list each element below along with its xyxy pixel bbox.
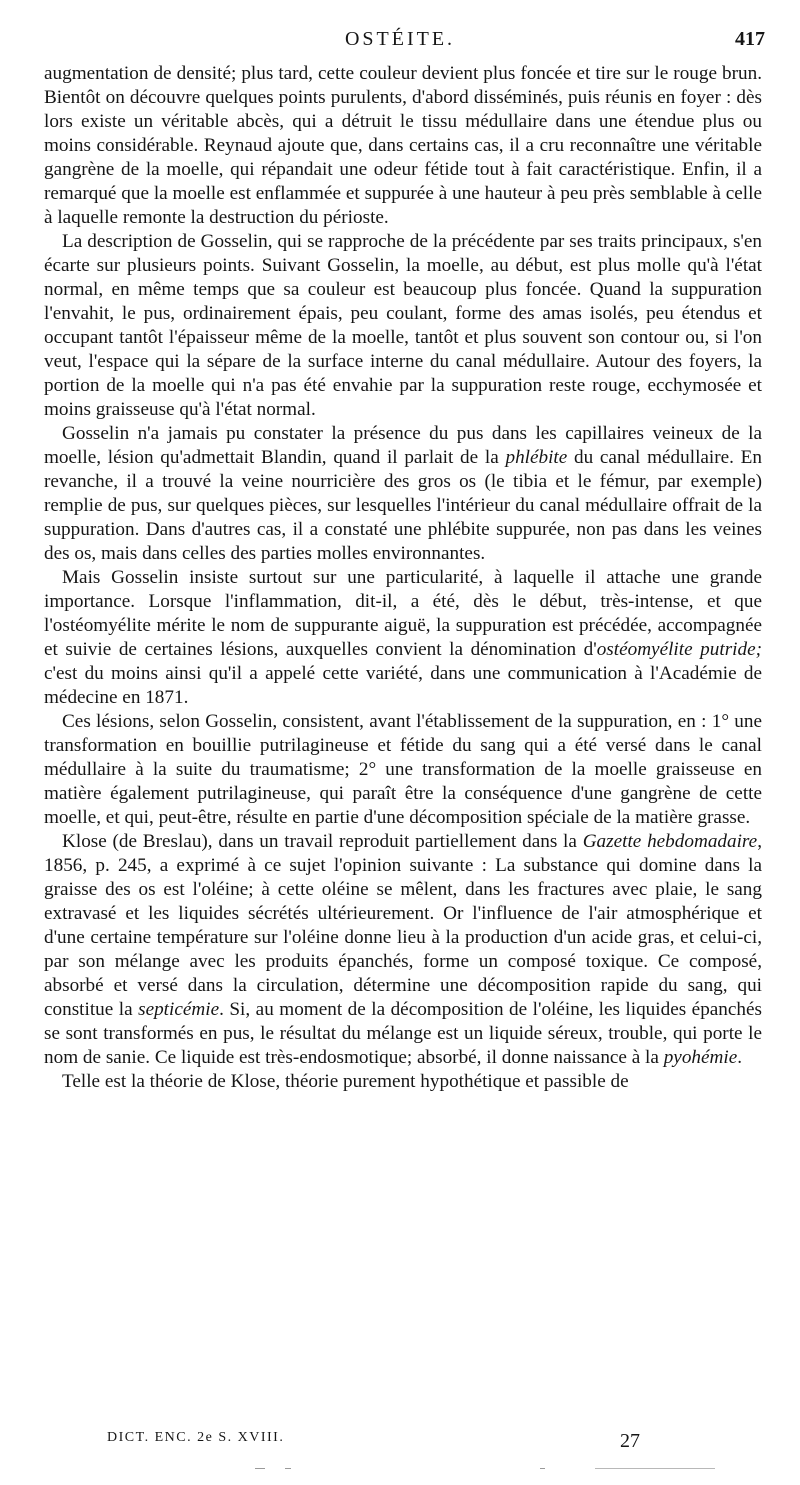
paragraph-text: Gosselin n'a jamais pu constater la présence du pus dans les capillaires veineux de la moelle, lésion qu'admettait Blandin, quand il parlait de la bbox=[44, 423, 762, 468]
paragraph-text: c'est du moins ainsi qu'il a appelé cette variété, dans une communication à l'Académie de médecine en 1871. bbox=[44, 663, 762, 708]
paragraph-text: Klose (de Breslau), dans un travail reproduit partiellement dans la bbox=[62, 831, 583, 852]
scan-mark bbox=[540, 1468, 545, 1469]
paragraph-text: La description de Gosselin, qui se rapproche de la précédente par ses traits principaux, s'en écarte sur plusieurs points. Suivant Gosselin, la moelle, au début, est plus molle qu'à l'état normal, en même temps que sa couleur est beaucoup plus foncée. Quand la suppuration l'envahit, le pus, ordinairement épais, peu coulant, forme des amas isolés, peu étendus et occupant tantôt l'épaisseur même de la moelle, tantôt et plus souvent son contour ou, si l'on veut, l'espace qui la sépare de la surface interne du canal médullaire. Autour des foyers, la portion de la moelle qui n'a pas été envahie par la suppuration reste rouge, ecchymosée et moins graisseuse qu'à l'état normal. bbox=[44, 231, 762, 420]
paragraph-text: Mais Gosselin insiste surtout sur une particularité, à laquelle il attache une grande importance. Lorsque l'inflammation, dit-il, a été, dès le début, très-intense, et que l'ostéomyélite mérite le nom de suppurante aiguë, la suppuration est précédée, accompagnée et suivie de certaines lésions, auxquelles convient la dénomination d' bbox=[44, 567, 762, 660]
italic-term-septicemie: septicémie bbox=[138, 999, 220, 1020]
paragraph-2 bbox=[44, 230, 762, 422]
paragraph-text: . Si, au moment de la décomposition de l'oléine, les liquides épanchés se sont transformés en pus, le résultat du mélange est un liquide séreux, trouble, qui porte le nom de sanie. Ce liquide est très-endosmotique; absorbé, il donne naissance à la bbox=[44, 999, 762, 1068]
page-footer bbox=[0, 1430, 800, 1466]
running-title: OSTÉITE. bbox=[344, 28, 456, 50]
italic-journal-title: Gazette hebdomadaire bbox=[582, 831, 758, 852]
paragraph-text: Ces lésions, selon Gosselin, consistent, avant l'établissement de la suppuration, en : 1° une transformation en bouillie putrilagineuse et fétide du sang qui a été versé dans le canal médullaire à la suite du traumatisme; 2° une transformation de la moelle graisseuse en matière également putrilagineuse, qui paraît être la conséquence d'une gangrène de cette moelle, et qui, peut-être, résulte en partie d'une décomposition spéciale de la matière grasse. bbox=[44, 711, 762, 828]
paragraph-text: Telle est la théorie de Klose, théorie purement hypothétique et passible de bbox=[62, 1071, 629, 1092]
paragraph-6 bbox=[44, 830, 762, 1070]
scan-mark bbox=[255, 1468, 265, 1469]
paragraph-7 bbox=[44, 1070, 762, 1094]
paragraph-4 bbox=[44, 566, 762, 710]
italic-term-phlebite: phlébite bbox=[505, 447, 568, 468]
scan-mark bbox=[595, 1468, 715, 1469]
scan-artifact-marks bbox=[0, 1468, 800, 1472]
paragraph-5 bbox=[44, 710, 762, 830]
sheet-number: 27 bbox=[620, 1430, 640, 1452]
running-header bbox=[0, 22, 800, 52]
paragraph-3 bbox=[44, 422, 762, 566]
paragraph-1 bbox=[44, 62, 762, 230]
paragraph-text: . bbox=[737, 1047, 743, 1068]
page-number: 417 bbox=[735, 28, 765, 50]
italic-term-osteomyelite-putride: ostéomyélite putride; bbox=[596, 639, 762, 660]
paragraph-text: , 1856, p. 245, a exprimé à ce sujet l'opinion suivante : La substance qui domine dans la graisse des os est l'oléine; à cette oléine se mêlent, dans les fractures avec plaie, le sang extravasé et les liquides sécrétés ultérieurement. Or l'influence de l'air atmosphérique et d'une certaine température sur l'oléine donne lieu à la production d'un acide gras, et celui-ci, par son mélange avec les produits épanchés, forme un composé toxique. Ce composé, absorbé et versé dans la circulation, détermine une décomposition rapide du sang, qui constitue la bbox=[44, 831, 762, 1020]
scan-mark bbox=[285, 1468, 291, 1469]
body-text bbox=[44, 62, 762, 1094]
paragraph-text: du canal médullaire. En revanche, il a trouvé la veine nourricière des gros os (le tibia et le fémur, par exemple) remplie de pus, sur quelques pièces, sur lesquelles l'intérieur du canal médullaire offrait de la suppuration. Dans d'autres cas, il a constaté une phlébite suppurée, non pas dans les veines des os, mais dans celles des parties molles environnantes. bbox=[44, 447, 762, 564]
paragraph-text: augmentation de densité; plus tard, cette couleur devient plus foncée et tire sur le rouge brun. Bientôt on découvre quelques points purulents, d'abord disséminés, puis réunis en foyer : dès lors existe un véritable abcès, qui a détruit le tissu médullaire dans une étendue plus ou moins considérable. Reynaud ajoute que, dans certains cas, il a cru reconnaître une véritable gangrène de la moelle, qui répandait une odeur fétide tout à fait caractéristique. Enfin, il a remarqué que la moelle est enflammée et suppurée à une hauteur à peu près semblable à celle à laquelle remonte la destruction du périoste. bbox=[44, 63, 762, 228]
italic-term-pyohemie: pyohémie bbox=[663, 1047, 738, 1068]
printer-signature: DICT. ENC. 2e S. XVIII. bbox=[107, 1430, 285, 1445]
